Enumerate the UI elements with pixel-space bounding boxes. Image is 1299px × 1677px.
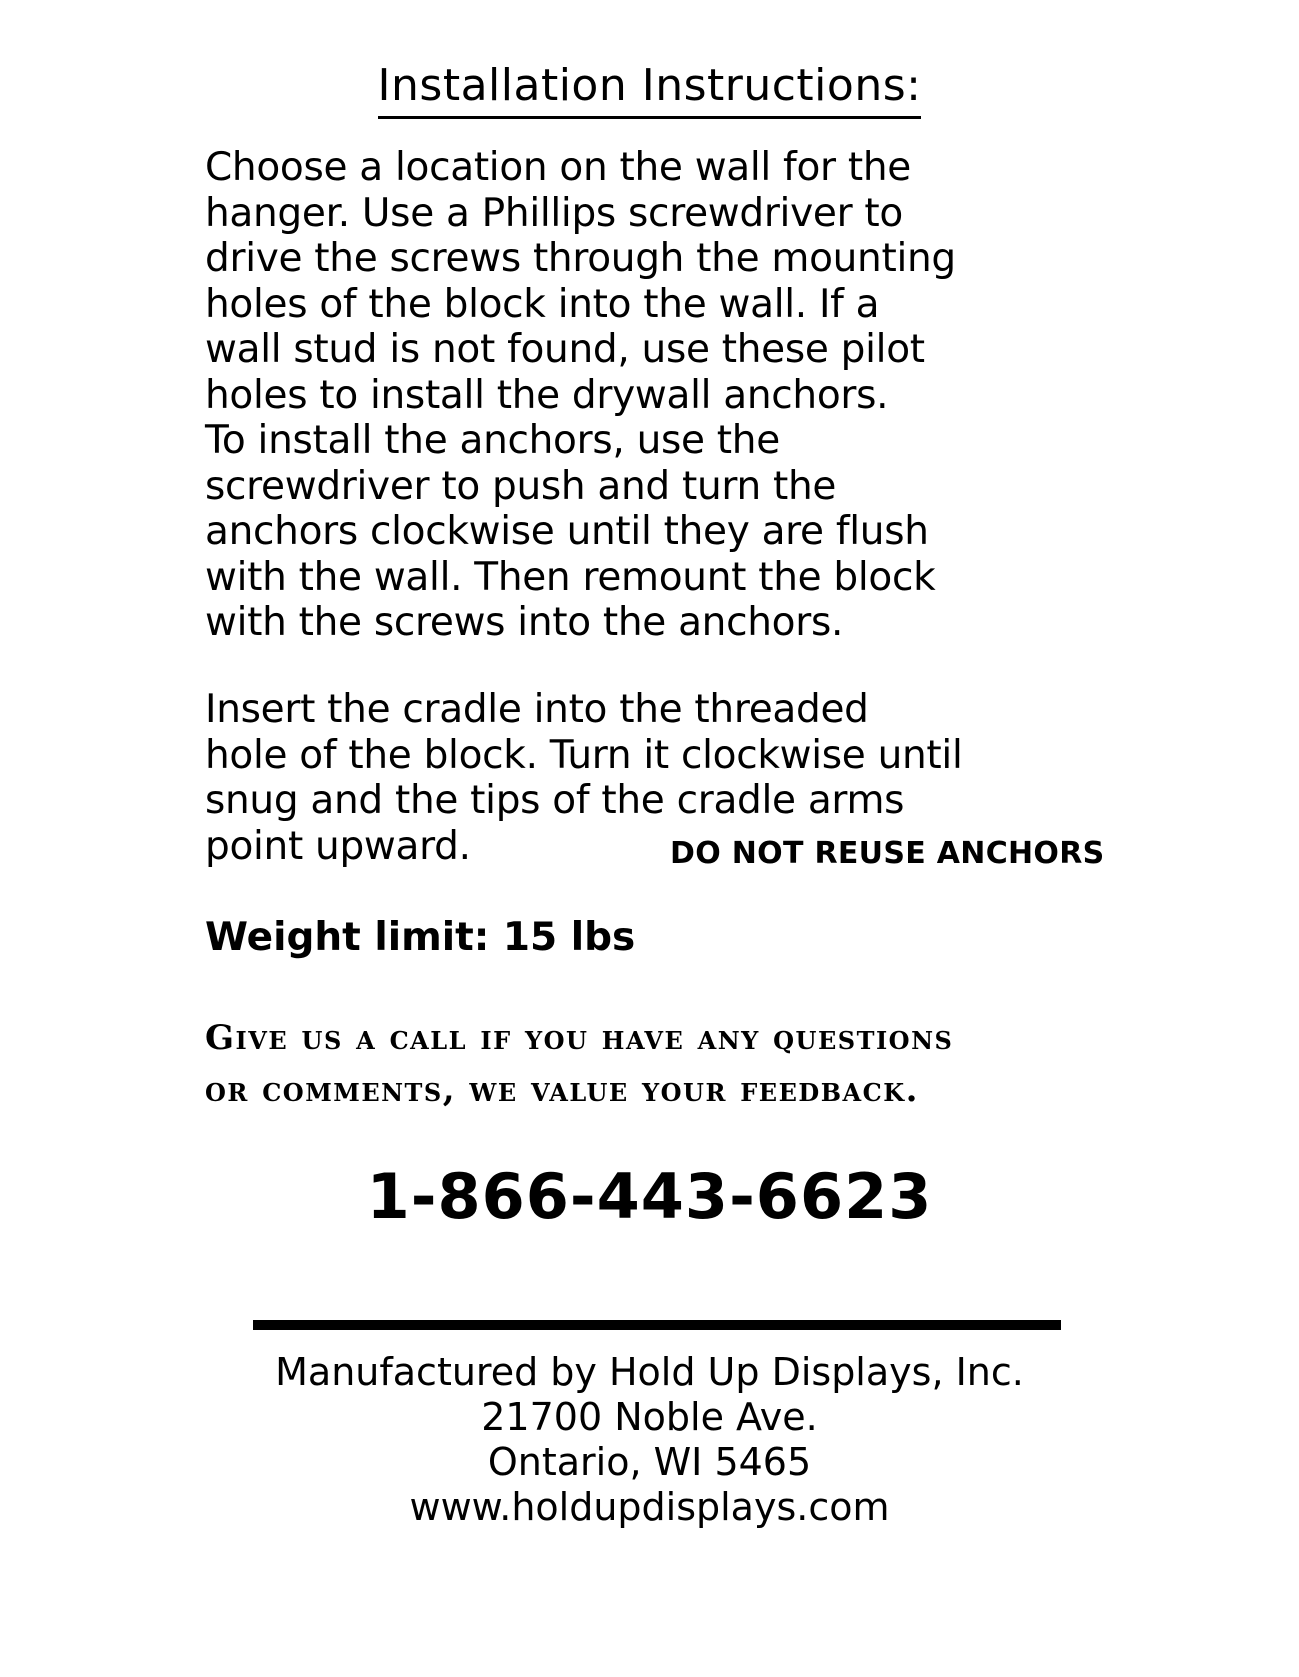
manufacturer-city: Ontario, WI 5465	[487, 1440, 812, 1484]
page-title-text: Installation Instructions:	[378, 58, 922, 119]
instructions-paragraph-mounting: Choose a location on the wall for the hanger. Use a Phillips screwdriver to drive the screws through the mounting holes of the block into the wall. If a wall stud is not found, use these pilot holes to install the drywall anchors. To install the anchors, use the screwdriver to push and turn the anchors clockwise until they are flush with the wall. Then remount the block with the screws into the anchors.	[205, 145, 956, 645]
weight-limit: Weight limit: 15 lbs	[205, 915, 636, 960]
manufacturer-name: Manufactured by Hold Up Displays, Inc.	[275, 1350, 1024, 1394]
manufacturer-address: 21700 Noble Ave.	[481, 1395, 818, 1439]
phone-number: 1-866-443-6623	[366, 1160, 933, 1233]
reuse-anchors-warning: DO NOT REUSE ANCHORS	[670, 836, 1105, 871]
manufacturer-info	[0, 1350, 1299, 1530]
feedback-callout: Give us a call if you have any questions or comments, we value your feedback.	[205, 1018, 954, 1110]
divider-rule	[253, 1320, 1061, 1330]
manufacturer-website: www.holdupdisplays.com	[409, 1485, 890, 1529]
instructions-paragraph-cradle: Insert the cradle into the threaded hole of the block. Turn it clockwise until snug and the tips of the cradle arms point upward.	[205, 687, 963, 869]
page-title	[0, 58, 1299, 119]
